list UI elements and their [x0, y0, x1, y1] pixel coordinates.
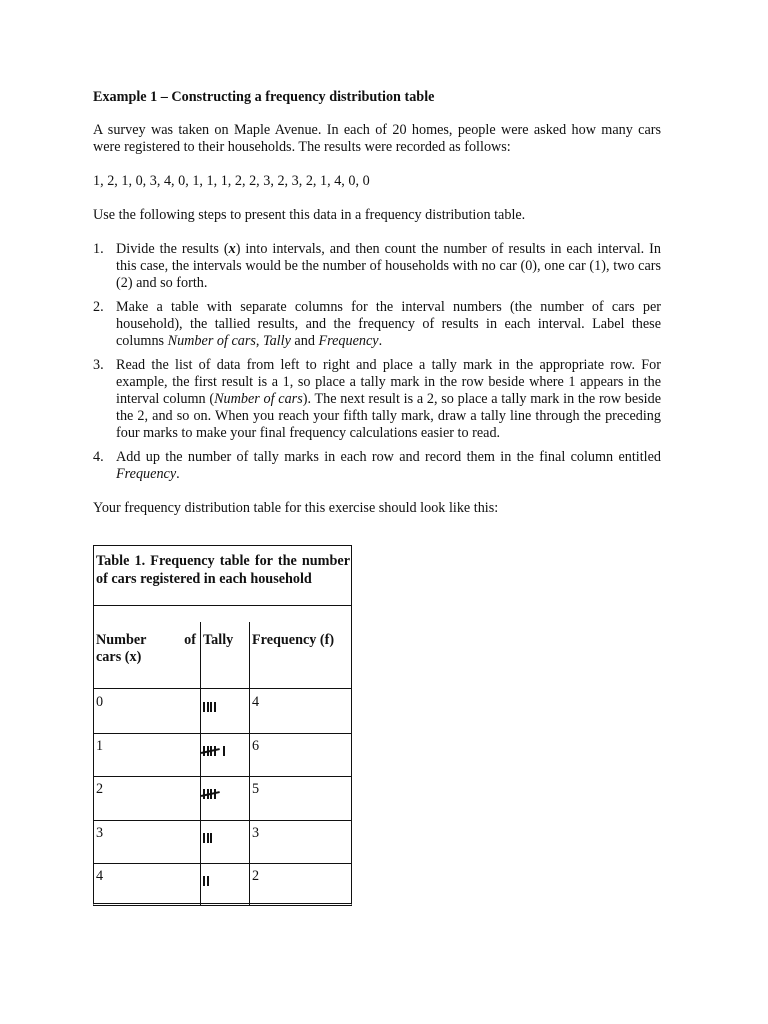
closing-paragraph: Your frequency distribution table for this exercise should look like this: [93, 500, 499, 516]
cell-frequency: 6 [252, 737, 260, 754]
intro-paragraph: A survey was taken on Maple Avenue. In each of 20 homes, people were asked how many cars were registered to their households. The results were recorded as follows: [93, 122, 661, 155]
cell-frequency: 5 [252, 781, 260, 797]
step-number: 2. [93, 299, 104, 315]
cell-number-of-cars: 3 [96, 824, 104, 841]
cell-number-of-cars: 2 [96, 781, 104, 797]
step-item: 1. Divide the results (x) into intervals, and then count the number of results in each interval. In this case, the intervals would be the number of households with no car (0), one car (1), two cars (2) and so forth. [93, 241, 662, 291]
cell-frequency: 2 [252, 868, 260, 884]
row-divider [94, 820, 351, 821]
header-rule [94, 688, 351, 689]
cell-number-of-cars: 0 [96, 694, 104, 710]
row-divider [94, 863, 351, 864]
cell-number-of-cars: 1 [96, 737, 104, 754]
caption-rule [94, 605, 351, 606]
cell-frequency: 3 [252, 824, 260, 841]
step-item: 4. Add up the number of tally marks in each row and record them in the final column entitled Frequency. [93, 449, 661, 482]
frequency-table [93, 545, 352, 906]
row-divider [94, 733, 351, 734]
cell-number-of-cars: 4 [96, 868, 104, 884]
row-divider [94, 776, 351, 777]
header-tally: Tally [203, 632, 234, 648]
steps-list [93, 241, 661, 483]
steps-intro: Use the following steps to present this data in a frequency distribution table. [93, 207, 526, 223]
step-item: 3. Read the list of data from left to right and place a tally mark in the appropriate row. For example, the first result is a 1, so place a tally mark in the row beside where 1 appears in the interval column (Number of cars). The next result is a 2, so place a tally mark in the row beside the 2, and so on. When you reach your fifth tally mark, draw a tally line through the preceding four marks to make your final frequency calculations easier to read. [93, 357, 661, 441]
header-frequency: Frequency (f) [252, 632, 335, 648]
document-body [93, 89, 661, 534]
survey-data: 1, 2, 1, 0, 3, 4, 0, 1, 1, 1, 2, 2, 3, 2, 3, 2, 1, 4, 0, 0 [93, 173, 370, 189]
step-item: 2. Make a table with separate columns for the interval numbers (the number of cars per household), the tallied results, and the frequency of results in each interval. Label these columns Number of cars, Tally and Frequency. [93, 299, 661, 349]
step-number: 1. [93, 241, 104, 257]
step-number: 4. [93, 449, 104, 465]
example-heading: Example 1 – Constructing a frequency distribution table [93, 89, 435, 105]
header-number-of-cars: Number of cars (x) [96, 632, 196, 665]
step-number: 3. [93, 357, 104, 373]
table-caption: Table 1. Frequency table for the number of cars registered in each household [96, 553, 350, 587]
cell-frequency: 4 [252, 694, 260, 710]
